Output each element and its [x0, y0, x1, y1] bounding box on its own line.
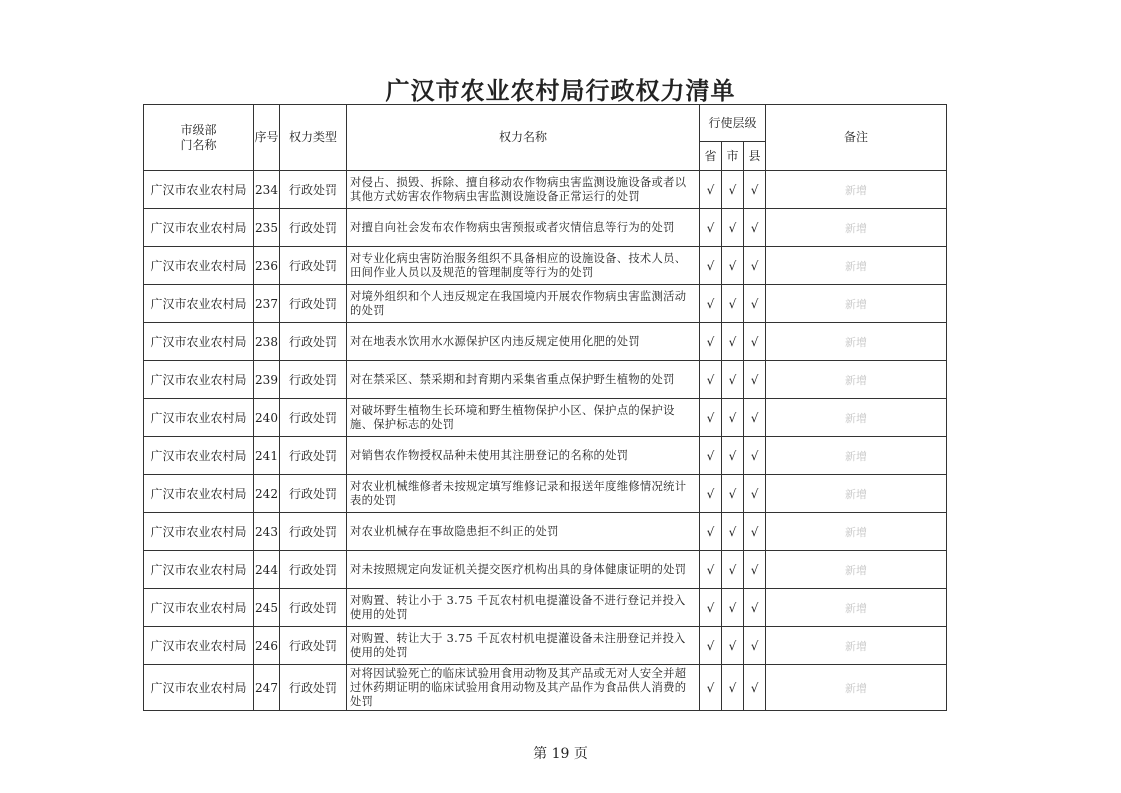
county-check: √ — [744, 247, 766, 285]
power-name-cell: 对专业化病虫害防治服务组织不具备相应的设施设备、技术人员、田间作业人员以及规范的管理制度等行为的处罚 — [347, 247, 700, 285]
dept-cell: 广汉市农业农村局 — [144, 589, 254, 627]
header-dept: 市级部门名称 — [144, 105, 254, 171]
power-list-table — [143, 104, 947, 711]
dept-cell: 广汉市农业农村局 — [144, 437, 254, 475]
table-row — [144, 361, 947, 399]
type-cell: 行政处罚 — [280, 285, 347, 323]
city-check: √ — [722, 627, 744, 665]
table-row — [144, 627, 947, 665]
note-cell: 新增 — [766, 285, 947, 323]
header-county: 县 — [744, 142, 766, 171]
table-row — [144, 171, 947, 209]
county-check: √ — [744, 665, 766, 711]
province-check: √ — [700, 171, 722, 209]
province-check: √ — [700, 285, 722, 323]
type-cell: 行政处罚 — [280, 323, 347, 361]
power-name-cell: 对销售农作物授权品种未使用其注册登记的名称的处罚 — [347, 437, 700, 475]
table-row — [144, 665, 947, 711]
note-cell: 新增 — [766, 209, 947, 247]
note-cell: 新增 — [766, 361, 947, 399]
type-cell: 行政处罚 — [280, 209, 347, 247]
note-cell: 新增 — [766, 475, 947, 513]
note-cell: 新增 — [766, 323, 947, 361]
no-cell: 234 — [254, 171, 280, 209]
type-cell: 行政处罚 — [280, 399, 347, 437]
table-row — [144, 475, 947, 513]
type-cell: 行政处罚 — [280, 361, 347, 399]
no-cell: 239 — [254, 361, 280, 399]
no-cell: 236 — [254, 247, 280, 285]
power-name-cell: 对在地表水饮用水水源保护区内违反规定使用化肥的处罚 — [347, 323, 700, 361]
city-check: √ — [722, 323, 744, 361]
table-row — [144, 323, 947, 361]
county-check: √ — [744, 589, 766, 627]
power-name-cell: 对未按照规定向发证机关提交医疗机构出具的身体健康证明的处罚 — [347, 551, 700, 589]
city-check: √ — [722, 171, 744, 209]
province-check: √ — [700, 627, 722, 665]
type-cell: 行政处罚 — [280, 171, 347, 209]
table-body — [144, 171, 947, 711]
table-row — [144, 209, 947, 247]
province-check: √ — [700, 665, 722, 711]
county-check: √ — [744, 361, 766, 399]
province-check: √ — [700, 551, 722, 589]
province-check: √ — [700, 513, 722, 551]
county-check: √ — [744, 209, 766, 247]
dept-cell: 广汉市农业农村局 — [144, 209, 254, 247]
city-check: √ — [722, 665, 744, 711]
dept-cell: 广汉市农业农村局 — [144, 323, 254, 361]
header-note: 备注 — [766, 105, 947, 171]
header-province: 省 — [700, 142, 722, 171]
power-name-cell: 对将因试验死亡的临床试验用食用动物及其产品或无对人安全并超过休药期证明的临床试验用食用动物及其产品作为食品供人消费的处罚 — [347, 665, 700, 711]
header-no: 序号 — [254, 105, 280, 171]
table-row — [144, 437, 947, 475]
header-level: 行使层级 — [700, 105, 766, 142]
power-name-cell: 对擅自向社会发布农作物病虫害预报或者灾情信息等行为的处罚 — [347, 209, 700, 247]
page-title: 广汉市农业农村局行政权力清单 — [385, 76, 736, 105]
type-cell: 行政处罚 — [280, 247, 347, 285]
county-check: √ — [744, 171, 766, 209]
dept-cell: 广汉市农业农村局 — [144, 171, 254, 209]
no-cell: 238 — [254, 323, 280, 361]
dept-cell: 广汉市农业农村局 — [144, 361, 254, 399]
power-name-cell: 对购置、转让大于 3.75 千瓦农村机电提灌设备未注册登记并投入使用的处罚 — [347, 627, 700, 665]
province-check: √ — [700, 209, 722, 247]
note-cell: 新增 — [766, 437, 947, 475]
dept-cell: 广汉市农业农村局 — [144, 399, 254, 437]
header-type: 权力类型 — [280, 105, 347, 171]
table-row — [144, 285, 947, 323]
city-check: √ — [722, 437, 744, 475]
no-cell: 235 — [254, 209, 280, 247]
power-name-cell: 对购置、转让小于 3.75 千瓦农村机电提灌设备不进行登记并投入使用的处罚 — [347, 589, 700, 627]
city-check: √ — [722, 361, 744, 399]
type-cell: 行政处罚 — [280, 589, 347, 627]
table-row — [144, 551, 947, 589]
dept-cell: 广汉市农业农村局 — [144, 551, 254, 589]
city-check: √ — [722, 399, 744, 437]
type-cell: 行政处罚 — [280, 551, 347, 589]
city-check: √ — [722, 589, 744, 627]
province-check: √ — [700, 475, 722, 513]
county-check: √ — [744, 323, 766, 361]
no-cell: 244 — [254, 551, 280, 589]
no-cell: 237 — [254, 285, 280, 323]
table-row — [144, 513, 947, 551]
dept-cell: 广汉市农业农村局 — [144, 627, 254, 665]
city-check: √ — [722, 209, 744, 247]
city-check: √ — [722, 513, 744, 551]
table-row — [144, 399, 947, 437]
province-check: √ — [700, 437, 722, 475]
type-cell: 行政处罚 — [280, 627, 347, 665]
note-cell: 新增 — [766, 551, 947, 589]
county-check: √ — [744, 437, 766, 475]
note-cell: 新增 — [766, 399, 947, 437]
city-check: √ — [722, 247, 744, 285]
city-check: √ — [722, 285, 744, 323]
note-cell: 新增 — [766, 247, 947, 285]
county-check: √ — [744, 513, 766, 551]
dept-cell: 广汉市农业农村局 — [144, 513, 254, 551]
dept-cell: 广汉市农业农村局 — [144, 665, 254, 711]
power-name-cell: 对农业机械维修者未按规定填写维修记录和报送年度维修情况统计表的处罚 — [347, 475, 700, 513]
county-check: √ — [744, 551, 766, 589]
table-row — [144, 247, 947, 285]
type-cell: 行政处罚 — [280, 513, 347, 551]
power-name-cell: 对侵占、损毁、拆除、擅自移动农作物病虫害监测设施设备或者以其他方式妨害农作物病虫害监测设施设备正常运行的处罚 — [347, 171, 700, 209]
province-check: √ — [700, 589, 722, 627]
type-cell: 行政处罚 — [280, 665, 347, 711]
note-cell: 新增 — [766, 513, 947, 551]
power-name-cell: 对境外组织和个人违反规定在我国境内开展农作物病虫害监测活动的处罚 — [347, 285, 700, 323]
dept-cell: 广汉市农业农村局 — [144, 285, 254, 323]
power-name-cell: 对农业机械存在事故隐患拒不纠正的处罚 — [347, 513, 700, 551]
city-check: √ — [722, 551, 744, 589]
county-check: √ — [744, 475, 766, 513]
table-row — [144, 589, 947, 627]
no-cell: 240 — [254, 399, 280, 437]
note-cell: 新增 — [766, 589, 947, 627]
header-name: 权力名称 — [347, 105, 700, 171]
no-cell: 243 — [254, 513, 280, 551]
type-cell: 行政处罚 — [280, 475, 347, 513]
power-name-cell: 对破坏野生植物生长环境和野生植物保护小区、保护点的保护设施、保护标志的处罚 — [347, 399, 700, 437]
no-cell: 241 — [254, 437, 280, 475]
no-cell: 247 — [254, 665, 280, 711]
dept-cell: 广汉市农业农村局 — [144, 247, 254, 285]
no-cell: 246 — [254, 627, 280, 665]
header-city: 市 — [722, 142, 744, 171]
county-check: √ — [744, 285, 766, 323]
note-cell: 新增 — [766, 665, 947, 711]
county-check: √ — [744, 627, 766, 665]
note-cell: 新增 — [766, 627, 947, 665]
type-cell: 行政处罚 — [280, 437, 347, 475]
province-check: √ — [700, 361, 722, 399]
province-check: √ — [700, 399, 722, 437]
no-cell: 245 — [254, 589, 280, 627]
province-check: √ — [700, 323, 722, 361]
dept-cell: 广汉市农业农村局 — [144, 475, 254, 513]
province-check: √ — [700, 247, 722, 285]
county-check: √ — [744, 399, 766, 437]
note-cell: 新增 — [766, 171, 947, 209]
no-cell: 242 — [254, 475, 280, 513]
city-check: √ — [722, 475, 744, 513]
page-number: 第 19 页 — [533, 746, 588, 762]
power-name-cell: 对在禁采区、禁采期和封育期内采集省重点保护野生植物的处罚 — [347, 361, 700, 399]
